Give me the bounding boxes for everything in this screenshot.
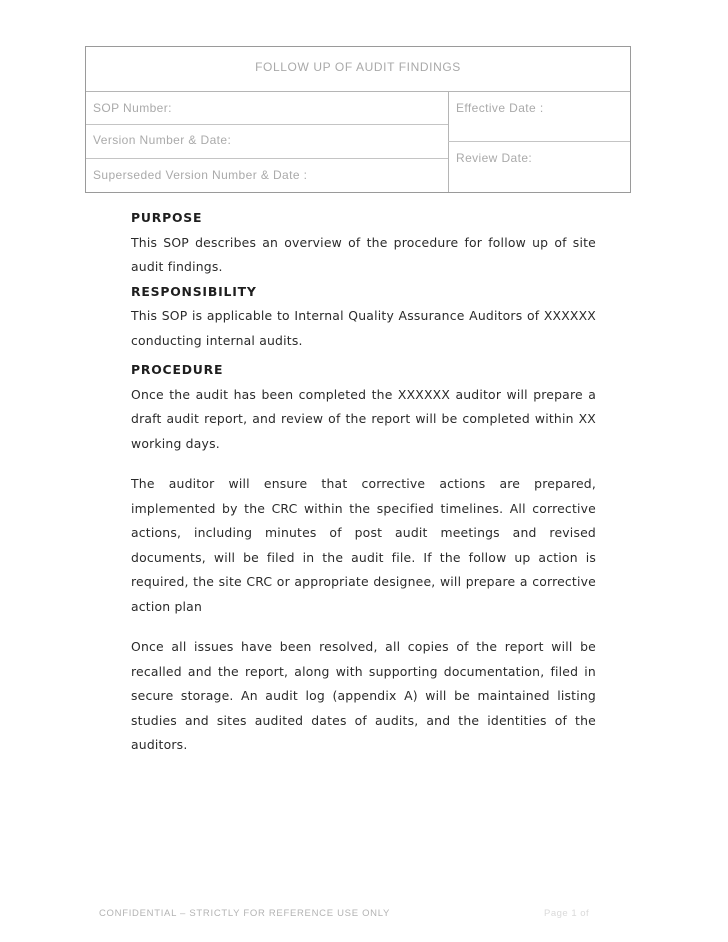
procedure-paragraph: Once the audit has been completed the XXXXXX auditor will prepare a draft audit report, and review of the report will be completed within XX working days. [131,386,596,451]
document-body [131,206,596,758]
sop-number-label: SOP Number: [93,101,172,115]
effective-date-label: Effective Date : [456,101,544,115]
purpose-heading: PURPOSE [131,210,203,225]
document-header-table [85,46,631,193]
page-number: Page 1 of [544,908,590,919]
procedure-paragraph: The auditor will ensure that corrective actions are prepared, implemented by the CRC within the specified timelines. All corrective actions, including minutes of post audit meetings and revised documents, will be filed in the audit file. If the follow up action is required, the site CRC or appropriate designee, will prepare a corrective action plan [131,476,596,614]
procedure-paragraph: Once all issues have been resolved, all copies of the report will be recalled and the report, along with supporting documentation, filed in secure storage. An audit log (appendix A) will be maintained listing studies and sites audited dates of audits, and the identities of the auditors. [131,639,596,752]
document-title: FOLLOW UP OF AUDIT FINDINGS [86,47,630,92]
version-number-label: Version Number & Date: [93,133,232,147]
superseded-version-label: Superseded Version Number & Date : [93,168,308,182]
responsibility-text: This SOP is applicable to Internal Quality Assurance Auditors of XXXXXX conducting internal audits. [131,308,596,348]
responsibility-heading: RESPONSIBILITY [131,283,257,299]
review-date-label: Review Date: [456,151,533,165]
header-row-divider [86,158,448,159]
procedure-heading: PROCEDURE [131,362,224,377]
spacer [131,619,596,635]
header-row-divider [86,124,448,125]
spacer [131,456,596,472]
confidential-footer: CONFIDENTIAL – STRICTLY FOR REFERENCE USE ONLY [99,908,391,919]
purpose-text: This SOP describes an overview of the procedure for follow up of site audit findings. [131,234,596,274]
header-row-divider [448,141,630,142]
